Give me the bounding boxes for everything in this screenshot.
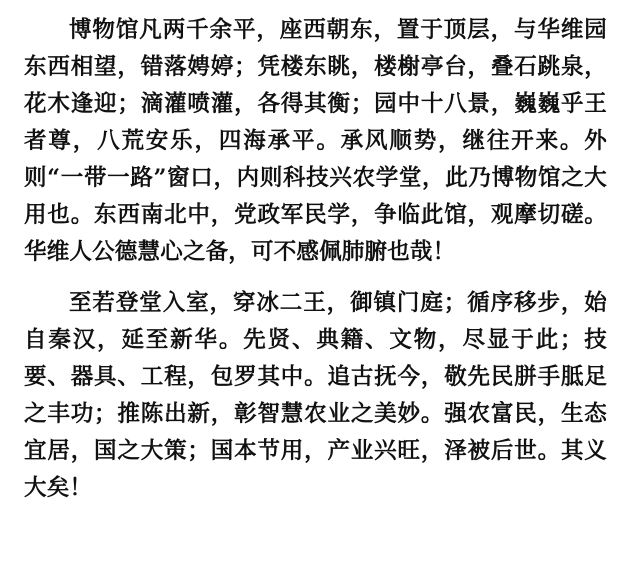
paragraph-1: 博物馆凡两千余平，座西朝东，置于顶层，与华维园东西相望，错落娉婷；凭楼东眺，楼榭亭台，叠石跳泉，花木逢迎；滴灌喷灌，各得其衡；园中十八景，巍巍乎王者尊，八荒安乐，四海承平。承风顺势，继往开来。外则“一带一路”窗口，内则科技兴农学堂，此乃博物馆之大用也。东西南北中，党政军民学，争临此馆，观摩切磋。华维人公德慧心之备，可不感佩肺腑也哉！ [24, 17, 607, 265]
paragraph-2: 至若登堂入室，穿冰二王，御镇门庭；循序移步，始自秦汉，延至新华。先贤、典籍、文物，尽显于此；技要、器具、工程，包罗其中。追古抚今，敬先民胼手胝足之丰功；推陈出新，彰智慧农业之美妙。强农富民，生态宜居，国之大策；国本节用，产业兴旺，泽被后世。其义大矣！ [24, 290, 607, 501]
